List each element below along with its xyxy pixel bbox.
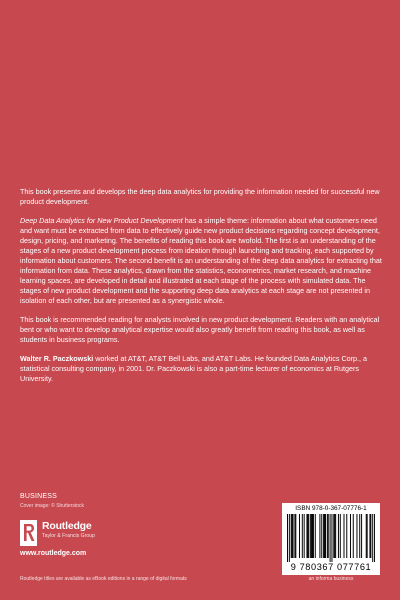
barcode-bar: [289, 514, 290, 562]
barcode-bar: [294, 514, 295, 558]
theme-text: has a simple theme: information about what customers need and want must be extracted from data to effectively guide new product decisions regarding concept development, design, pricing, and marketing. The benefits of reading this book are twofold. The first is an understanding of the stages of a new product development process from ideation through launching and tracking, each supported by information about customers. The second benefit is an understanding of the deep data analytics for extracting that information from data. These analytics, drawn from the statistics, econometrics, market research, and machine learning spaces, are developed in detail and illustrated at each stage of the process with simulated data. The stages of new product development and the supporting deep data analytics at each stage are not presented in isolation of each other, but are presented as a synergistic whole.: [20, 216, 382, 305]
cover-image-credit: Cover image: © Shutterstock: [20, 503, 84, 509]
theme-paragraph: [20, 216, 382, 305]
barcode-bar: [366, 514, 367, 558]
routledge-logo-icon: [20, 520, 37, 546]
barcode-bar: [295, 514, 296, 558]
barcode-bar: [310, 514, 311, 558]
barcode-bar: [321, 514, 322, 558]
publisher-url[interactable]: www.routledge.com: [20, 550, 87, 557]
barcode-bar: [340, 514, 341, 558]
subject-category: BUSINESS: [20, 493, 57, 500]
barcode-bar: [333, 514, 334, 558]
author-paragraph: [20, 354, 382, 384]
barcode-bar: [312, 514, 313, 558]
barcode-bar: [330, 514, 331, 562]
barcode-bar: [359, 514, 360, 558]
intro-paragraph: This book presents and develops the deep data analytics for providing the information needed for successful new product development.: [20, 187, 380, 206]
ean-digits: 9 780367 077761: [290, 562, 372, 572]
barcode-bar: [325, 514, 326, 558]
barcode-bar: [327, 514, 328, 558]
barcode-bar: [369, 514, 370, 558]
isbn-barcode: [282, 503, 380, 575]
ebook-footnote: Routledge titles are available as eBook editions in a range of digital formats: [20, 576, 187, 582]
book-title: Deep Data Analytics for New Product Development: [20, 216, 183, 226]
barcode-bar: [287, 514, 288, 562]
barcode-bar: [344, 514, 345, 558]
barcode-bar: [293, 514, 294, 558]
publisher-block: [20, 520, 200, 560]
barcode-bar: [311, 514, 312, 558]
barcode-bar: [372, 514, 373, 562]
barcode-bar: [335, 514, 336, 558]
publisher-group: Taylor & Francis Group: [42, 533, 96, 539]
barcode-bar: [308, 514, 309, 558]
barcode-bar: [370, 514, 371, 558]
barcode-bar: [306, 514, 307, 558]
barcode-bar: [331, 514, 332, 562]
barcode-bar: [338, 514, 339, 558]
barcode-bar: [292, 514, 293, 558]
barcode-bar: [291, 514, 292, 558]
barcode-bars: [287, 514, 375, 562]
barcode-bar: [313, 514, 314, 558]
isbn-label: ISBN 978-0-367-07776-1: [295, 505, 367, 512]
barcode-bar: [315, 514, 316, 558]
barcode-bar: [356, 514, 357, 558]
audience-paragraph: This book is recommended reading for analysts involved in new product development. Readers with an analytical bent or who want to develop analytical expertise would also greatly benefit from reading this book, as well as students in business programs.: [20, 314, 380, 344]
author-bio: worked at AT&T, AT&T Bell Labs, and AT&T Labs. He founded Data Analytics Corp., a statistical consulting company, in 2001. Dr. Paczkowski is also a part-time lecturer of economics at Rutgers University.: [20, 354, 368, 383]
barcode-bar: [361, 514, 362, 558]
barcode-bar: [323, 514, 324, 558]
barcode-bar: [334, 514, 335, 558]
barcode-bar: [302, 514, 303, 558]
barcode-bar: [367, 514, 368, 558]
barcode-bar: [304, 514, 305, 558]
back-cover-blurb: [20, 187, 382, 393]
barcode-bar: [328, 514, 329, 558]
barcode-bar: [353, 514, 354, 558]
barcode-bar: [307, 514, 308, 558]
barcode-bar: [374, 514, 375, 562]
barcode-bar: [299, 514, 300, 558]
barcode-bar: [324, 514, 325, 558]
author-name: Walter R. Paczkowski: [20, 354, 94, 364]
barcode-bar: [346, 514, 347, 558]
barcode-bar: [319, 514, 320, 558]
barcode-bar: [350, 514, 351, 558]
informa-tagline: an informa business: [308, 576, 354, 582]
publisher-name: Routledge: [42, 520, 92, 532]
